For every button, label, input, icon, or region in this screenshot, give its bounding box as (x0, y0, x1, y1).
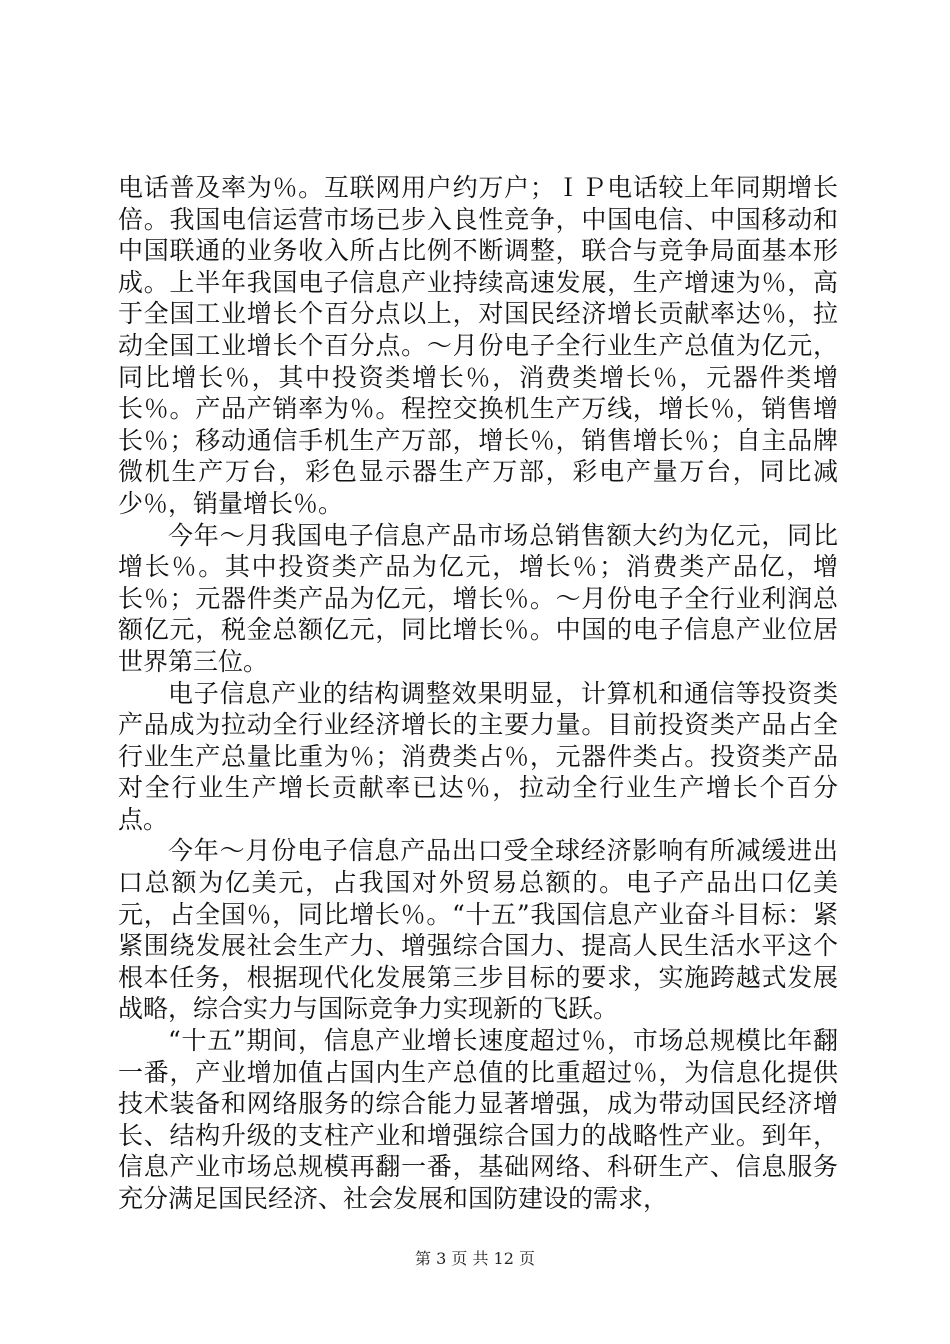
page-footer: 第 3 页 共 12 页 (415, 1249, 535, 1268)
paragraph-3: 电子信息产业的结构调整效果明显，计算机和通信等投资类产品成为拉动全行业经济增长的主要力量。目前投资类产品占全行业生产总量比重为％；消费类占％，元器件类占。投资类产品对全行业生产增长贡献率已达％，拉动全行业生产增长个百分点。 (118, 678, 838, 834)
paragraph-4: 今年～月份电子信息产品出口受全球经济影响有所减缓进出口总额为亿美元，占我国对外贸易总额的。电子产品出口亿美元，占全国％，同比增长％。“十五”我国信息产业奋斗目标：紧紧围绕发展社会生产力、增强综合国力、提高人民生活水平这个根本任务，根据现代化发展第三步目标的要求，实施跨越式发展战略，综合实力与国际竞争力实现新的飞跃。 (118, 836, 838, 1024)
paragraph-5: “十五”期间，信息产业增长速度超过％，市场总规模比年翻一番，产业增加值占国内生产总值的比重超过％，为信息化提供技术装备和网络服务的综合能力显著增强，成为带动国民经济增长、结构升级的支柱产业和增强综合国力的战略性产业。到年，信息产业市场总规模再翻一番，基础网络、科研生产、信息服务充分满足国民经济、社会发展和国防建设的需求， (118, 1026, 838, 1213)
document-body (118, 172, 838, 1215)
paragraph-1: 电话普及率为％。互联网用户约万户；ＩＰ电话较上年同期增长倍。我国电信运营市场已步入良性竞争，中国电信、中国移动和中国联通的业务收入所占比例不断调整，联合与竞争局面基本形成。上半年我国电子信息产业持续高速发展，生产增速为％，高于全国工业增长个百分点以上，对国民经济增长贡献率达％，拉动全国工业增长个百分点。～月份电子全行业生产总值为亿元，同比增长％，其中投资类增长％，消费类增长％，元器件类增长％。产品产销率为％。程控交换机生产万线，增长％，销售增长％；移动通信手机生产万部，增长％，销售增长％；自主品牌微机生产万台，彩色显示器生产万部，彩电产量万台，同比减少％，销量增长％。 (118, 173, 838, 518)
paragraph-2: 今年～月我国电子信息产品市场总销售额大约为亿元，同比增长％。其中投资类产品为亿元，增长％；消费类产品亿，增长％；元器件类产品为亿元，增长％。～月份电子全行业利润总额亿元，税金总额亿元，同比增长％。中国的电子信息产业位居世界第三位。 (118, 520, 838, 676)
